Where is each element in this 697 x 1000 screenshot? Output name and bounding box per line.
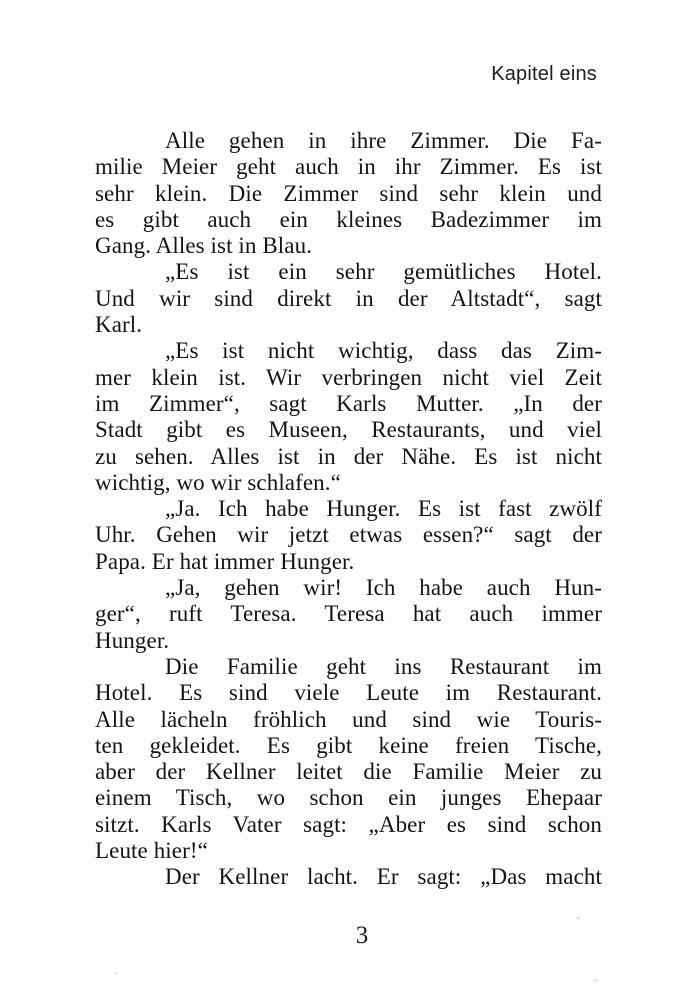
text-line: es gibt auch ein kleines Badezimmer im bbox=[95, 206, 602, 232]
paragraph bbox=[95, 338, 602, 496]
text-line: Der Kellner lacht. Er sagt: „Das macht bbox=[165, 864, 602, 890]
text-line: Alle lächeln fröhlich und sind wie Touris- bbox=[95, 706, 602, 732]
text-line: Alle gehen in ihre Zimmer. Die Fa- bbox=[165, 128, 602, 153]
text-line: zu sehen. Alles ist in der Nähe. Es ist nicht bbox=[95, 443, 602, 469]
page-number: 3 bbox=[355, 922, 369, 949]
text-line: „Es ist ein sehr gemütliches Hotel. bbox=[165, 259, 602, 285]
text-line: wichtig, wo wir schlafen.“ bbox=[95, 469, 341, 495]
text-line: „Ja, gehen wir! Ich habe auch Hun- bbox=[165, 575, 602, 601]
paragraph bbox=[95, 654, 602, 864]
text-line: Karl. bbox=[95, 312, 143, 338]
text-line: „Es ist nicht wichtig, dass das Zim- bbox=[165, 338, 602, 364]
paragraph bbox=[95, 864, 602, 890]
paragraph bbox=[95, 259, 602, 338]
text-line: „Ja. Ich habe Hunger. Es ist fast zwölf bbox=[165, 496, 602, 522]
text-line: im Zimmer“, sagt Karls Mutter. „In der bbox=[95, 390, 602, 416]
scan-speck bbox=[115, 972, 118, 975]
running-header: Kapitel eins bbox=[491, 63, 597, 85]
text-line: ten gekleidet. Es gibt keine freien Tische, bbox=[95, 732, 602, 758]
paragraph bbox=[95, 575, 602, 654]
text-line: sitzt. Karls Vater sagt: „Aber es sind schon bbox=[95, 811, 602, 837]
text-line: Hunger. bbox=[95, 627, 170, 653]
scan-speck bbox=[593, 979, 598, 982]
paragraph bbox=[95, 128, 602, 259]
text-line: einem Tisch, wo schon ein junges Ehepaar bbox=[95, 785, 602, 811]
scan-speck bbox=[577, 917, 580, 919]
text-line: Stadt gibt es Museen, Restaurants, und viel bbox=[95, 417, 602, 443]
text-line: milie Meier geht auch in ihr Zimmer. Es ist bbox=[95, 154, 602, 180]
text-line: Uhr. Gehen wir jetzt etwas essen?“ sagt der bbox=[95, 522, 602, 548]
paragraph bbox=[95, 496, 602, 575]
text-line: Und wir sind direkt in der Altstadt“, sagt bbox=[95, 285, 602, 311]
text-line: Papa. Er hat immer Hunger. bbox=[95, 548, 355, 574]
text-line: Gang. Alles ist in Blau. bbox=[95, 233, 313, 259]
body-text bbox=[95, 128, 602, 891]
text-line: Leute hier!“ bbox=[95, 838, 208, 864]
text-line: Hotel. Es sind viele Leute im Restaurant. bbox=[95, 680, 602, 706]
text-line: aber der Kellner leitet die Familie Meier zu bbox=[95, 759, 602, 785]
text-line: ger“, ruft Teresa. Teresa hat auch immer bbox=[95, 601, 602, 627]
text-line: mer klein ist. Wir verbringen nicht viel Zeit bbox=[95, 364, 602, 390]
text-line: sehr klein. Die Zimmer sind sehr klein und bbox=[95, 180, 602, 206]
text-line: Die Familie geht ins Restaurant im bbox=[165, 653, 602, 679]
